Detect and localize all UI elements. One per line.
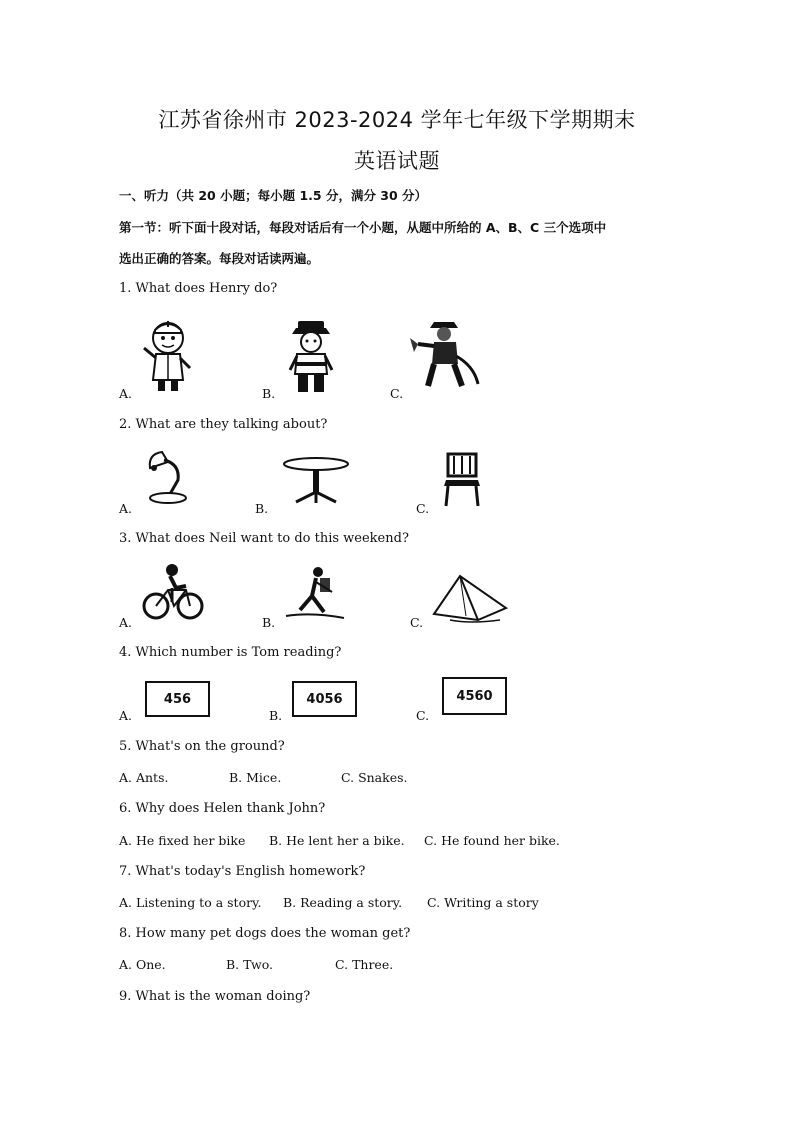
- q8-option-b: B. Two.: [226, 957, 274, 972]
- q7-option-c: C. Writing a story: [427, 895, 539, 910]
- question-9: 9. What is the woman doing?: [119, 989, 311, 1004]
- q6-option-c: C. He found her bike.: [424, 833, 560, 848]
- doctor-icon: [138, 318, 200, 396]
- hiking-icon: [282, 566, 348, 622]
- q2-option-c-label: C.: [416, 501, 430, 516]
- q4-option-a-label: A.: [119, 708, 133, 723]
- round-table-icon: [282, 456, 350, 506]
- question-6: 6. Why does Helen thank John?: [119, 801, 326, 816]
- q3-option-c-label: C.: [410, 615, 424, 630]
- question-2: 2. What are they talking about?: [119, 417, 328, 432]
- q2-option-a-label: A.: [119, 501, 133, 516]
- tent-icon: [430, 570, 510, 624]
- q1-option-c-label: C.: [390, 386, 404, 401]
- cycling-icon: [142, 562, 204, 622]
- exam-subtitle: 英语试题: [354, 149, 440, 173]
- question-5: 5. What's on the ground?: [119, 739, 285, 754]
- q8-option-c: C. Three.: [335, 957, 394, 972]
- q1-option-a-label: A.: [119, 386, 133, 401]
- number-card-4056: 4056: [292, 681, 357, 717]
- section-heading: 一、听力（共 20 小题；每小题 1.5 分，满分 30 分）: [119, 188, 428, 203]
- q6-option-b: B. He lent her a bike.: [269, 833, 405, 848]
- q1-option-b-label: B.: [262, 386, 276, 401]
- section-instruction-line1: 第一节：听下面十段对话，每段对话后有一个小题，从题中所给的 A、B、C 三个选项中: [119, 220, 607, 235]
- question-3: 3. What does Neil want to do this weekend?: [119, 531, 409, 546]
- number-card-456: 456: [145, 681, 210, 717]
- number-card-4560: 4560: [442, 677, 507, 715]
- chair-icon: [440, 452, 484, 508]
- q5-option-c: C. Snakes.: [341, 770, 408, 785]
- q7-option-a: A. Listening to a story.: [119, 895, 262, 910]
- q8-option-a: A. One.: [119, 957, 166, 972]
- desk-lamp-icon: [140, 448, 196, 506]
- police-officer-icon: [284, 318, 338, 396]
- question-4: 4. Which number is Tom reading?: [119, 645, 342, 660]
- q3-option-b-label: B.: [262, 615, 276, 630]
- q7-option-b: B. Reading a story.: [283, 895, 403, 910]
- q4-option-b-label: B.: [269, 708, 283, 723]
- question-7: 7. What's today's English homework?: [119, 864, 366, 879]
- q4-option-c-label: C.: [416, 708, 430, 723]
- firefighter-icon: [404, 316, 486, 392]
- q5-option-b: B. Mice.: [229, 770, 282, 785]
- section-instruction-line2: 选出正确的答案。每段对话读两遍。: [119, 251, 320, 266]
- exam-title: 江苏省徐州市 2023-2024 学年七年级下学期期末: [158, 108, 636, 132]
- q2-option-b-label: B.: [255, 501, 269, 516]
- q6-option-a: A. He fixed her bike: [119, 833, 246, 848]
- question-8: 8. How many pet dogs does the woman get?: [119, 926, 411, 941]
- q3-option-a-label: A.: [119, 615, 133, 630]
- question-1: 1. What does Henry do?: [119, 281, 278, 296]
- q5-option-a: A. Ants.: [119, 770, 169, 785]
